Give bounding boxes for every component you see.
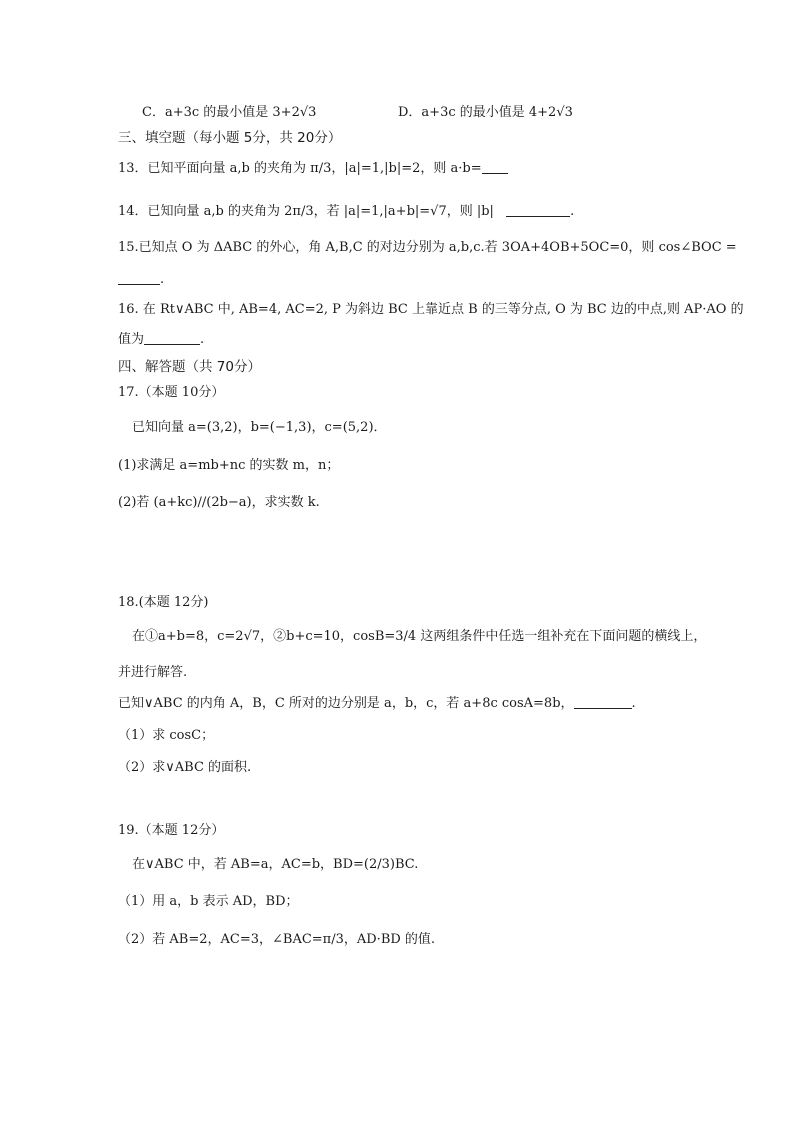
- question-18-conditions: 在①a+b=8，c=2√7，②b+c=10，cosB=3/4 这两组条件中任选一组补充在下面问题的横线上，: [132, 629, 707, 644]
- question-19-statement: 在∨ABC 中，若 AB=a，AC=b，BD=(2/3)BC.: [132, 857, 419, 872]
- question-19-part-2: （2）若 AB=2，AC=3，∠BAC=π/3，AD·BD 的值.: [118, 932, 436, 947]
- question-19-part-1: （1）用 a，b 表示 AD，BD；: [118, 894, 299, 909]
- question-18-instruction: 并进行解答.: [118, 665, 188, 680]
- question-18-statement-text: 已知∨ABC 的内角 A，B，C 所对的边分别是 a，b，c，若 a+8c cosA=8b，: [118, 696, 574, 711]
- question-17-part-1: (1)求满足 a=mb+nc 的实数 m，n；: [118, 458, 340, 473]
- answer-blank: [144, 331, 200, 345]
- answer-blank: [118, 271, 160, 285]
- option-c: C．a+3c 的最小值是 3+2√3: [142, 105, 317, 120]
- question-14-text: 14．已知向量 a,b 的夹角为 2π/3，若 |a|=1,|a+b|=√7，则 |b|: [118, 204, 494, 219]
- question-18-title: 18.(本题 12分): [118, 595, 209, 610]
- question-17-title: 17.（本题 10分）: [118, 385, 225, 400]
- question-13-text: 13．已知平面向量 a,b 的夹角为 π/3，|a|=1,|b|=2，则 a·b=: [118, 161, 482, 176]
- question-16-answer-line: 值为 .: [118, 332, 205, 347]
- question-18-part-1: （1）求 cosC；: [118, 728, 215, 743]
- question-13: [118, 160, 508, 178]
- question-14: 14．已知向量 a,b 的夹角为 2π/3，若 |a|=1,|a+b|=√7，则 |b| .: [118, 204, 575, 219]
- option-d: D．a+3c 的最小值是 4+2√3: [398, 105, 573, 120]
- question-18-statement: 已知∨ABC 的内角 A，B，C 所对的边分别是 a，b，c，若 a+8c cosA=8b， .: [118, 696, 636, 711]
- section-answers-heading: 四、解答题（共 70分）: [118, 359, 261, 375]
- question-19-title: 19.（本题 12分）: [118, 823, 225, 838]
- question-16-text-tail: 值为: [118, 332, 145, 347]
- answer-blank: [482, 160, 508, 174]
- question-17-part-2: (2)若 (a+kc)//(2b−a)，求实数 k.: [118, 495, 320, 510]
- question-17-statement: 已知向量 a=(3,2)，b=(−1,3)，c=(5,2)．: [132, 420, 387, 435]
- question-15: 15.已知点 O 为 ΔABC 的外心，角 A,B,C 的对边分别为 a,b,c.若 3OA+4OB+5OC=0，则 cos∠BOC =: [118, 240, 737, 255]
- answer-blank: [506, 203, 570, 217]
- question-16: 16. 在 Rt∨ABC 中, AB=4, AC=2, P 为斜边 BC 上靠近点 B 的三等分点, O 为 BC 边的中点,则 AP·AO 的: [118, 302, 744, 317]
- question-15-answer-line: .: [118, 271, 164, 289]
- section-fill-in-heading: 三、填空题（每小题 5分，共 20分）: [118, 130, 342, 146]
- answer-blank: [574, 695, 632, 709]
- question-18-part-2: （2）求∨ABC 的面积.: [118, 760, 252, 775]
